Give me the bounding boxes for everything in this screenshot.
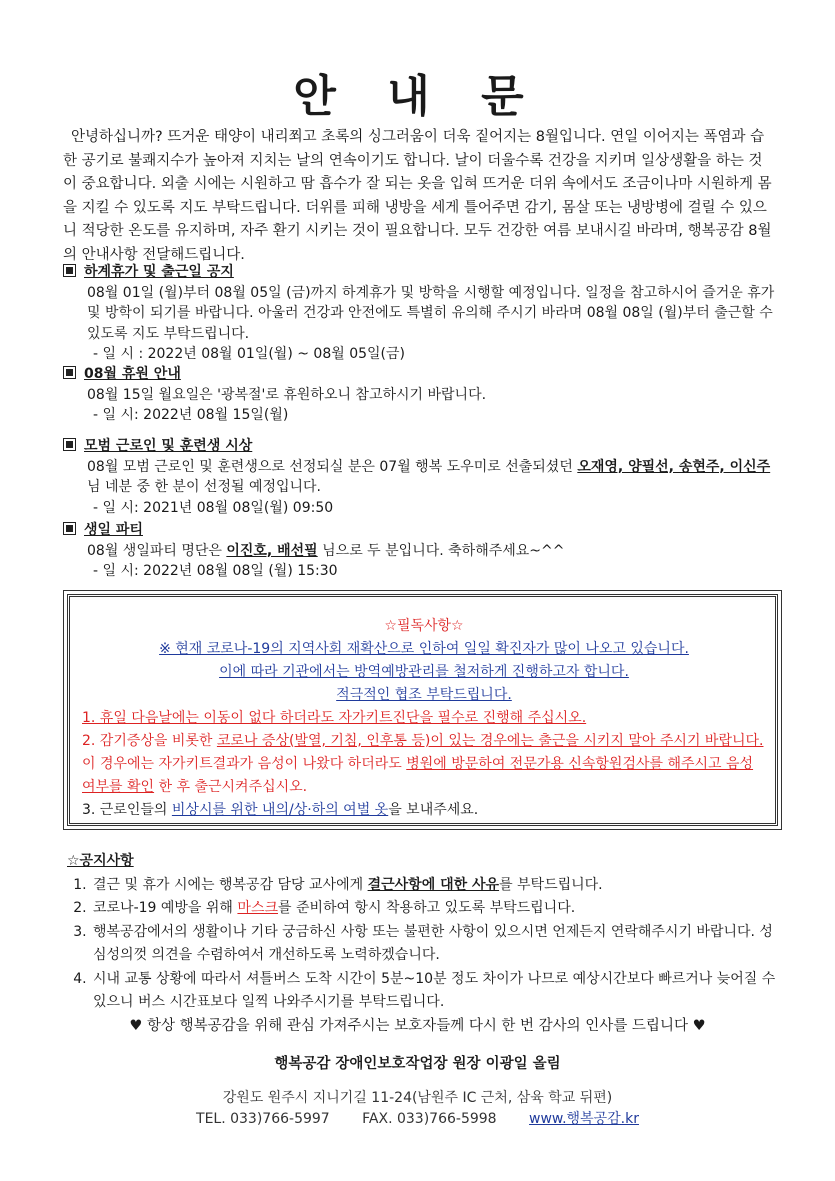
checkbox-bullet-icon <box>63 522 76 535</box>
closing-message: ♥ 항상 행복공감을 위해 관심 가져주시는 보호자들께 다시 한 번 감사의 인사를 드립니다 ♥ <box>129 1018 706 1034</box>
section-date: - 일 시: 2022년 08월 15일(월) <box>93 407 289 423</box>
must-read-box <box>67 594 778 826</box>
list-item: 4. 시내 교통 상황에 따라서 셔틀버스 도착 시간이 5분~10분 정도 차이가 나므로 예상시간보다 빠르거나 늦어질 수 있으니 버스 시간표보다 일찍 나와주시기를 부탁드립니다. <box>91 968 779 1015</box>
section-heading: 하계휴가 및 출근일 공지 <box>84 264 234 280</box>
intro-paragraph: 안녕하십니까? 뜨거운 태양이 내리쬐고 초록의 싱그러움이 더욱 짙어지는 8월입니다. 연일 이어지는 폭염과 습한 공기로 불쾌지수가 높아져 지치는 날의 연속이기도 합니다. 날이 더울수록 건강을 지키며 일상생활을 하는 것이 중요합니다. 외출 시에는 시원하고 땀 흡수가 잘 되는 옷을 입혀 뜨거운 더위 속에서도 조금이나마 시원하게 몸을 지킬 수 있도록 지도 부탁드립니다. 더위를 피해 냉방을 세게 틀어주면 감기, 몸살 또는 냉방병에 걸릴 수 있으니 적당한 온도를 유지하며, 자주 환기 시키는 것이 필요합니다. 모두 건강한 여름 보내시길 바라며, 행복공감 8월의 안내사항 전달해드립니다. <box>63 129 772 263</box>
section-date: - 일 시 : 2022년 08월 01일(월) ~ 08월 05일(금) <box>93 346 406 362</box>
fax-number: FAX. 033)766-5998 <box>362 1111 497 1127</box>
birthday-names: 이진호, 배선필 <box>226 542 318 559</box>
covid-line-2: 이에 따라 기관에서는 방역예방관리를 철저하게 진행하고자 합니다. <box>219 664 629 680</box>
award-candidates: 오재영, 양필선, 송현주, 이신주 <box>577 458 771 475</box>
covid-line-3: 적극적인 협조 부탁드립니다. <box>336 687 512 703</box>
section-date: - 일 시: 2022년 08월 08일 (월) 15:30 <box>93 563 338 579</box>
section-heading: 생일 파티 <box>84 522 143 538</box>
list-item: 3. 행복공감에서의 생활이나 기타 궁금하신 사항 또는 불편한 사항이 있으시면 언제든지 연락해주시기 바랍니다. 성심성의껏 의견을 수렴하여서 개선하도록 노력하겠습니다. <box>91 921 779 968</box>
rule-item-1: 1. 휴일 다음날에는 이동이 없다 하더라도 자가키트진단을 필수로 진행해 주십시오. <box>82 710 587 726</box>
website-link[interactable]: www.행복공감.kr <box>529 1111 639 1127</box>
section-heading: 모범 근로인 및 훈련생 시상 <box>84 438 253 454</box>
section-body: 08월 01일 (월)부터 08월 05일 (금)까지 하계휴가 및 방학을 시행할 예정입니다. 일정을 참고하시어 즐거운 휴가 및 방학이 되기를 바랍니다. 아울러 건강과 안전에도 특별히 유의해 주시기 바라며 08월 08일 (월)부터 출근할 수 있도록 지도 부탁드립니다. <box>87 284 775 342</box>
rule-item-3: 3. 근로인들의 비상시를 위한 내의/상·하의 여벌 옷을 보내주세요. <box>82 802 479 818</box>
checkbox-bullet-icon <box>63 366 76 379</box>
rule-item-2: 2. 감기증상을 비롯한 코로나 증상(발열, 기침, 인후통 등)이 있는 경우에는 출근을 시키지 말아 주시기 바랍니다. 이 경우에는 자가키트결과가 음성이 나왔다 하더라도 병원에 방문하여 전문가용 신속항원검사를 해주시고 음성여부를 확인 한 후 출근시켜주십시오. <box>82 733 764 795</box>
checkbox-bullet-icon <box>63 438 76 451</box>
misc-notices <box>67 850 779 1015</box>
contact-footer <box>0 1088 835 1130</box>
must-read-title: ☆필독사항☆ <box>384 618 464 634</box>
page-title: 안 내 문 <box>293 71 542 122</box>
section-body: 08월 생일파티 명단은 이진호, 배선필 님으로 두 분입니다. 축하해주세요~^^ <box>87 542 565 559</box>
checkbox-bullet-icon <box>63 264 76 277</box>
section-body: 08월 15일 월요일은 '광복절'로 휴원하오니 참고하시기 바랍니다. <box>87 386 487 403</box>
misc-heading: ☆공지사항 <box>67 853 134 869</box>
address: 강원도 원주시 지니기길 11-24(남원주 IC 근처, 삼육 학교 뒤편) <box>222 1090 613 1106</box>
section-vacation <box>63 262 779 365</box>
section-holiday <box>63 364 779 426</box>
signature: 행복공감 장애인보호작업장 원장 이광일 올림 <box>274 1056 561 1072</box>
list-item: 1. 결근 및 휴가 시에는 행복공감 담당 교사에게 결근사항에 대한 사유를 부탁드립니다. <box>91 874 779 898</box>
section-award <box>63 436 779 518</box>
section-birthday <box>63 520 779 582</box>
tel-number: TEL. 033)766-5997 <box>196 1111 330 1127</box>
section-heading: 08월 휴원 안내 <box>84 366 181 382</box>
covid-line-1: ※ 현재 코로나-19의 지역사회 재확산으로 인하여 일일 확진자가 많이 나오고 있습니다. <box>159 641 689 657</box>
list-item: 2. 코로나-19 예방을 위해 마스크를 준비하여 항시 착용하고 있도록 부탁드립니다. <box>91 897 779 921</box>
section-date: - 일 시: 2021년 08월 08일(월) 09:50 <box>93 499 334 516</box>
section-body: 08월 모범 근로인 및 훈련생으로 선정되실 분은 07월 행복 도우미로 선출되셨던 오재영, 양필선, 송현주, 이신주 님 네분 중 한 분이 선정될 예정입니다. <box>87 458 771 495</box>
